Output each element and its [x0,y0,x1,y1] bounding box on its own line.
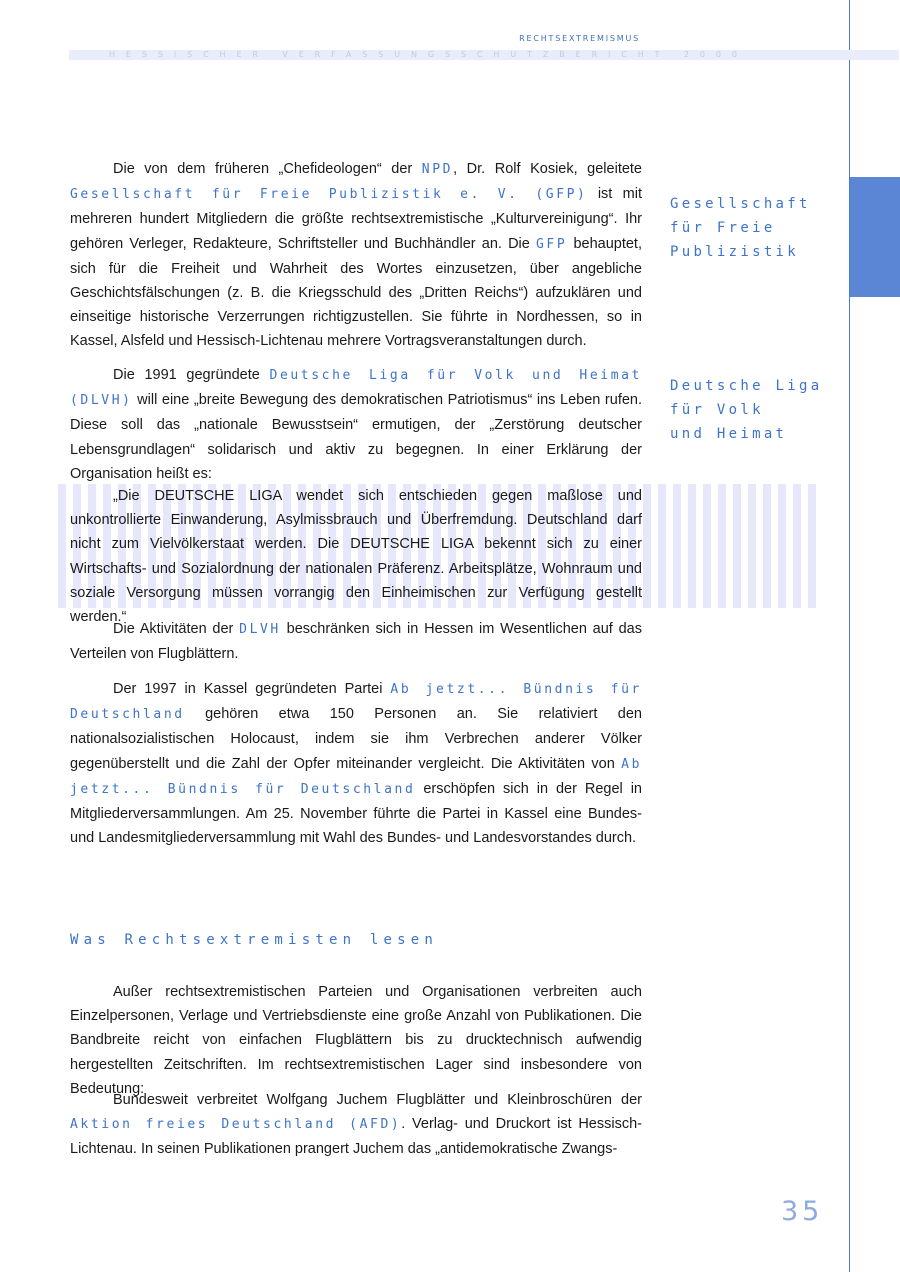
highlight-afd: Aktion freies Deutschland (AFD) [70,1117,402,1133]
highlight-gfp: GFP [536,236,568,252]
body-text: Bundesweit verbreitet Wolfgang Juchem Flugblätter und Kleinbroschüren der Aktion freies Deutschland (AFD). Verlag- und Druckort ist Hessisch-Lichtenau. In seinen Publikationen prangert Juchem das „antidemokratische Zwangs- [70,1092,642,1158]
running-header-section: RECHTSEXTREMISMUS [519,34,640,43]
running-header-report: HESSISCHER VERFASSUNGSSCHUTZBERICHT 2000 [109,50,748,59]
margin-label-line: für Freie [670,220,776,236]
quote-text: „Die DEUTSCHE LIGA wendet sich entschieden gegen maßlose und unkontrollierte Einwanderung, Asylmissbrauch und Überfremdung. Deutschland darf nicht zum Vielvölkerstaat werden. Die DEUTSCHE LIGA bekennt sich zu einer Wirtschafts- und Sozialordnung der nationalen Präferenz. Arbeitsplätze, Wohnraum und soziale Versorgung müssen vorrangig den Einheimischen zur Verfügung gestellt werden.“ [70,488,642,626]
margin-label-gfp [670,192,840,264]
body-text: Die von dem früheren „Chefideologen“ der NPD, Dr. Rolf Kosiek, geleitete Gesellschaft für Freie Publizistik e. V. (GFP) ist mit mehreren hundert Mitgliedern die größte rechtsextremistische „Kulturvereinigung“. Ihr gehören Verleger, Redakteure, Schriftsteller und Buchhändler an. Die GFP behauptet, sich für die Freiheit und Wahrheit des Wortes einzusetzen, über angebliche Geschichtsfälschungen (z. B. die Kriegsschuld des „Dritten Reichs“) aufzuklären und einseitige historische Verzerrungen richtigzustellen. Sie führte in Nordhessen, so in Kassel, Alsfeld und Hessisch-Lichtenau mehrere Vortragsveranstaltungen durch. [70,161,642,350]
highlight-npd: NPD [421,162,454,177]
quote-block [70,484,642,629]
body-text: Außer rechtsextremistischen Parteien und Organisationen verbreiten auch Einzelpersonen, Verlage und Vertriebsdienste eine große Anzahl von Publikationen. Die Bandbreite reicht von einfachen Flugblättern bis zu drucktechnisch aufwendig hergestellten Zeitschriften. Im rechtsextremistischen Lager sind insbesondere von Bedeutung: [70,984,642,1097]
highlight-gfp-full: Gesellschaft für Freie Publizistik e. V. (GFP) [70,187,588,203]
body-text: Die Aktivitäten der DLVH beschränken sich in Hessen im Wesentlichen auf das Verteilen von Flugblättern. [70,621,642,663]
paragraph-dlvh-activities [70,617,642,666]
margin-label-line: Publizistik [670,244,800,260]
margin-label-line: für Volk [670,402,764,418]
paragraph-gfp [70,157,642,354]
highlight-ab-jetzt-2: Ab jetzt... Bündnis für Deutschland [70,756,642,797]
section-heading: Was Rechtsextremisten lesen [70,932,438,948]
body-text: Der 1997 in Kassel gegründeten Partei Ab jetzt... Bündnis für Deutschland gehören etwa 150 Personen an. Sie relativiert den nationalsozialistischen Holocaust, indem sie ihm Verbrechen anderer Völker gegenüberstellt und die Zahl der Opfer miteinander vergleicht. Die Aktivitäten von Ab jetzt... Bündnis für Deutschland erschöpfen sich in der Regel in Mitgliederversammlungen. Am 25. November führte die Partei in Kassel eine Bundes- und Landesmitgliederversammlung mit Wahl des Bundes- und Landesvorstandes durch. [70,681,642,847]
running-header-bar [69,50,899,60]
chapter-tab [850,177,900,297]
margin-label-line: Deutsche Liga [670,378,823,394]
highlight-dlvh: DLVH [239,622,281,637]
margin-label-line: Gesellschaft [670,196,811,212]
paragraph-publications [70,980,642,1101]
body-text: Die 1991 gegründete Deutsche Liga für Volk und Heimat (DLVH) will eine „breite Bewegung des demokratischen Patriotismus“ ins Leben rufen. Diese soll das „nationale Bewusstsein“ ermutigen, der „Zerstörung deutscher Lebensgrundlagen“ solidarisch und aktiv zu begegnen. In einer Erklärung der Organisation heißt es: [70,367,642,482]
highlight-ab-jetzt: Ab jetzt... Bündnis für Deutschland [70,682,642,723]
paragraph-afd [70,1088,642,1162]
paragraph-ab-jetzt [70,677,642,850]
margin-label-line: und Heimat [670,426,788,442]
page-number: 35 [781,1196,824,1227]
paragraph-dlvh [70,363,642,486]
margin-label-dlvh [670,374,840,446]
highlight-dlvh-full: Deutsche Liga für Volk und Heimat (DLVH) [70,368,642,409]
